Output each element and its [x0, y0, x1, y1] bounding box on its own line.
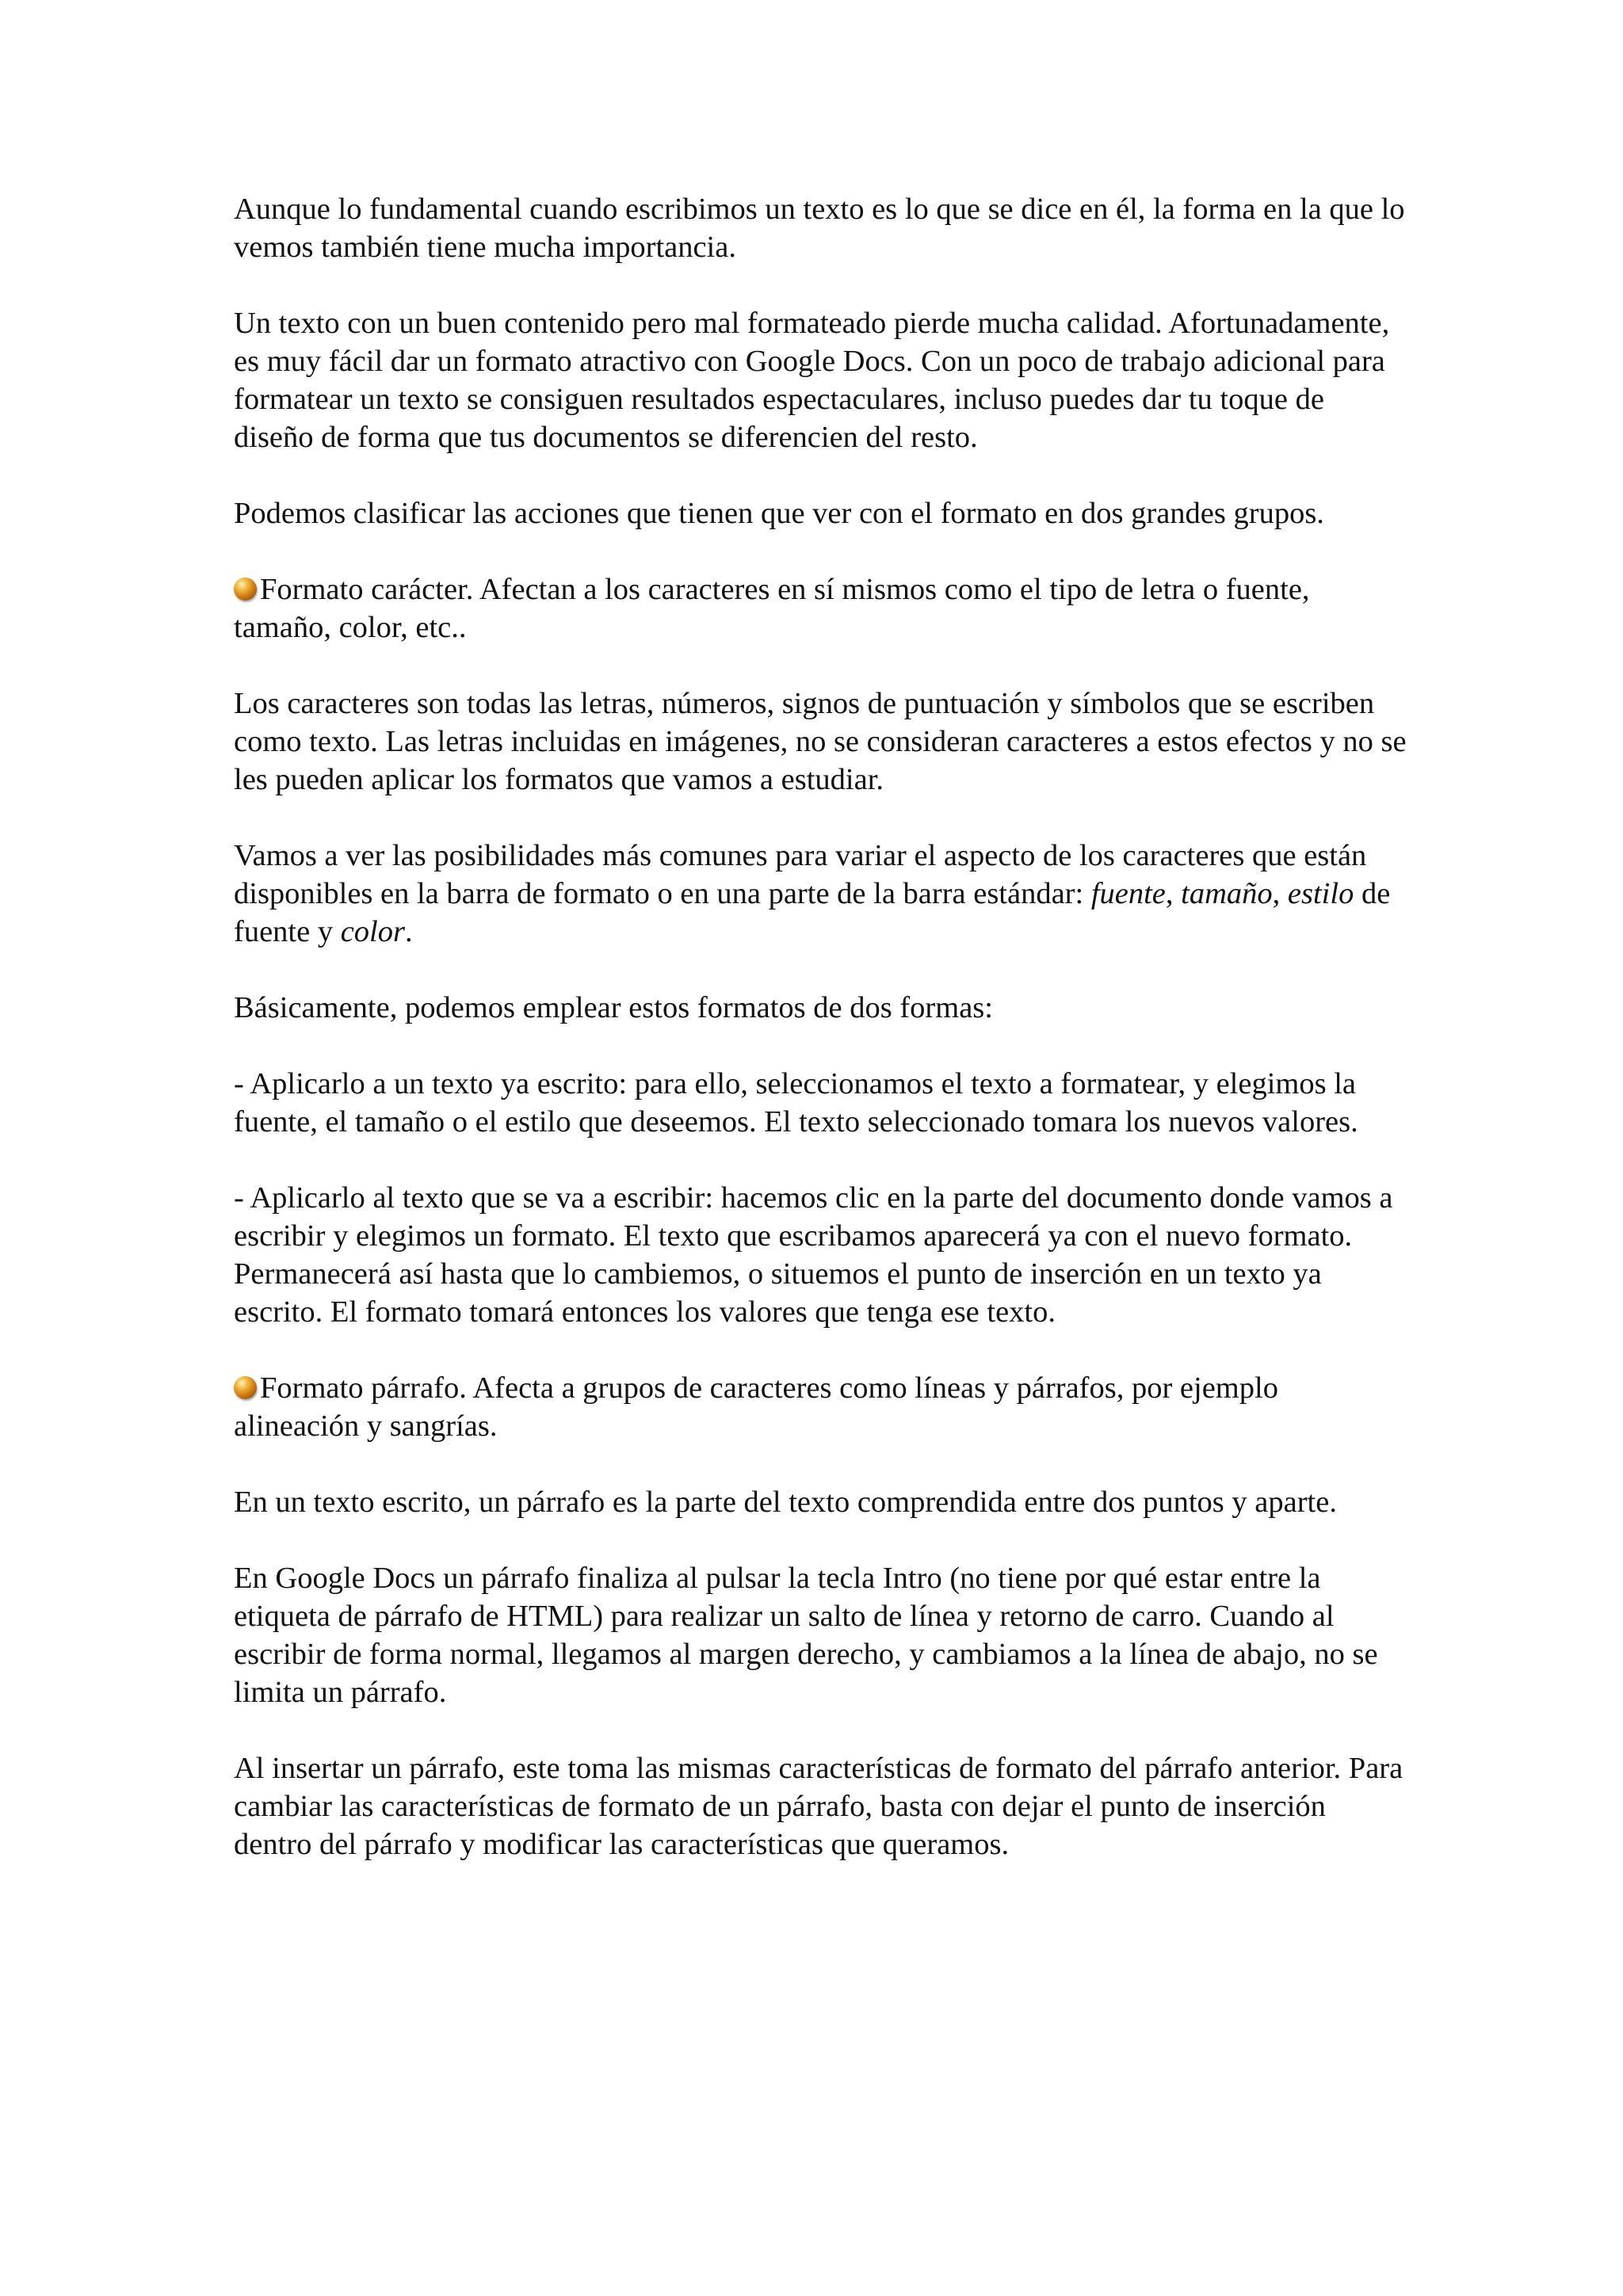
- format-options-intro: Vamos a ver las posibilidades más comunes para variar el aspecto de los caracteres que están disponibles en la barra de formato o en una parte de la barra estándar:: [234, 839, 1367, 910]
- document-body: [234, 190, 1407, 1901]
- paragraph-characters-definition: Los caracteres son todas las letras, números, signos de puntuación y símbolos que se escriben como texto. Las letras incluidas en imágenes, no se consideran caracteres a estos efectos y no se les pueden aplicar los formatos que vamos a estudiar.: [234, 687, 1407, 796]
- paragraph-google-docs-end: En Google Docs un párrafo finaliza al pulsar la tecla Intro (no tiene por qué estar entre la etiqueta de párrafo de HTML) para realizar un salto de línea y retorno de carro. Cuando al escribir de forma normal, llegamos al margen derecho, y cambiamos a la línea de abajo, no se limita un párrafo.: [234, 1562, 1378, 1709]
- term-style: estilo: [1287, 877, 1354, 910]
- format-options-mid: de fuente y: [234, 877, 1391, 948]
- term-color: color: [340, 915, 405, 948]
- orange-ball-bullet-icon: [234, 1376, 257, 1399]
- paragraph-classification: Podemos clasificar las acciones que tienen que ver con el formato en dos grandes grupos.: [234, 497, 1324, 530]
- paragraph-format-options: [234, 837, 1407, 951]
- separator: ,: [1272, 877, 1288, 910]
- bullet-character-format: [234, 570, 1407, 646]
- bullet-character-format-text: Formato carácter. Afectan a los caracteres en sí mismos como el tipo de letra o fuente, tamaño, color, etc..: [234, 573, 1310, 644]
- paragraph-two-ways: Básicamente, podemos emplear estos formatos de dos formas:: [234, 991, 993, 1024]
- paragraph-definition: En un texto escrito, un párrafo es la parte del texto comprendida entre dos puntos y aparte.: [234, 1486, 1337, 1519]
- bullet-paragraph-format: [234, 1369, 1407, 1445]
- paragraph-content-quality: Un texto con un buen contenido pero mal formateado pierde mucha calidad. Afortunadamente, es muy fácil dar un formato atractivo con Google Docs. Con un poco de trabajo adicional para formatear un texto se consiguen resultados espectaculares, incluso puedes dar tu toque de diseño de forma que tus documentos se diferencien del resto.: [234, 307, 1390, 454]
- term-font: fuente: [1090, 877, 1166, 910]
- paragraph-intro: Aunque lo fundamental cuando escribimos un texto es lo que se dice en él, la forma en la que lo vemos también tiene mucha importancia.: [234, 193, 1405, 264]
- paragraph-apply-new: - Aplicarlo al texto que se va a escribir: hacemos clic en la parte del documento donde vamos a escribir y elegimos un formato. El texto que escribamos aparecerá ya con el nuevo formato. Permanecerá así hasta que lo cambiemos, o situemos el punto de inserción en un texto ya escrito. El formato tomará entonces los valores que tenga ese texto.: [234, 1181, 1393, 1329]
- format-options-end: .: [404, 915, 413, 948]
- paragraph-apply-existing: - Aplicarlo a un texto ya escrito: para ello, seleccionamos el texto a formatear, y elegimos la fuente, el tamaño o el estilo que deseemos. El texto seleccionado tomara los nuevos valores.: [234, 1067, 1358, 1138]
- paragraph-insert: Al insertar un párrafo, este toma las mismas características de formato del párrafo anterior. Para cambiar las características de formato de un párrafo, basta con dejar el punto de inserción dentro del párrafo y modificar las características que queramos.: [234, 1752, 1403, 1861]
- bullet-paragraph-format-text: Formato párrafo. Afecta a grupos de caracteres como líneas y párrafos, por ejemplo alineación y sangrías.: [234, 1371, 1278, 1443]
- orange-ball-bullet-icon: [234, 578, 257, 601]
- term-size: tamaño: [1181, 877, 1273, 910]
- separator: ,: [1165, 877, 1182, 910]
